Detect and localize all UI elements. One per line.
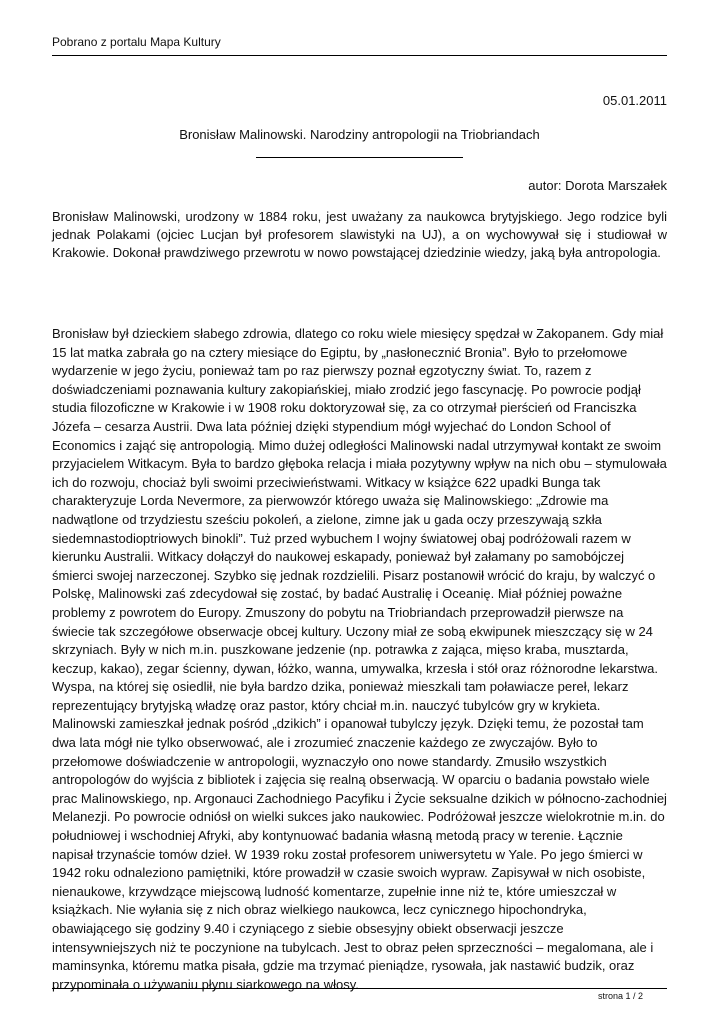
header-divider xyxy=(52,55,667,56)
article-author: autor: Dorota Marszałek xyxy=(528,178,667,193)
article-intro-paragraph: Bronisław Malinowski, urodzony w 1884 roku, jest uważany za naukowca brytyjskiego. Jego rodzice byli jednak Polakami (ojciec Lucjan był profesorem slawistyki na UJ), a on wychowywał się i studiował w Krakowie. Dokonał prawdziwego przewrotu w nowo powstającej dziedzinie wiedzy, jaką była antropologia. xyxy=(52,209,667,261)
article-body-paragraph: Bronisław był dzieckiem słabego zdrowia, dlatego co roku wiele miesięcy spędzał w Zakopanem. Gdy miał 15 lat matka zabrała go na cztery miesiące do Egiptu, by „nasłonecznić Bronia”. Było to przełomowe wydarzenie w jego życiu, ponieważ tam po raz pierwszy poznał egzotyczny świat. To, razem z doświadczeniami poznawania kultury zakopiańskiej, miało zrodzić jego fascynację. Po powrocie podjął studia filozoficzne w Krakowie i w 1908 roku doktoryzował się, za co otrzymał pierścień od Franciszka Józefa – cesarza Austrii. Dwa lata później dzięki stypendium mógł wyjechać do London School of Economics i zająć się antropologią. Mimo dużej odległości Malinowski nadal utrzymywał kontakt ze swoim przyjacielem Witkacym. Była to bardzo głęboka relacja i miała pozytywny wpływ na nich obu – stymulowała ich do rozwoju, chociaż byli swoimi przeciwieństwami. Witkacy w książce 622 upadki Bunga tak charakteryzuje Lorda Nevermore, za pierwowzór którego uważa się Malinowskiego: „Zdrowie ma nadwątlone od trzydziestu sześciu pokoleń, a zielone, zimne jak u gada oczy przeszywają szkła siedemnastodioptriowych binokli”. Tuż przed wybuchem I wojny światowej obaj podróżowali razem w kierunku Australii. Witkacy dołączył do naukowej eskapady, ponieważ był załamany po samobójczej śmierci swojej narzeczonej. Szybko się jednak rozdzielili. Pisarz postanowił wrócić do kraju, by walczyć o Polskę, Malinowski zaś zdecydował się zostać, by badać Australię i Oceanię. Miał później poważne problemy z powrotem do Europy. Zmuszony do pobytu na Triobriandach przeprowadził pierwsze na świecie tak szczegółowe obserwacje obcej kultury. Uczony miał ze sobą ekwipunek mieszczący się w 24 skrzyniach. Były w nich m.in. puszkowane jedzenie (np. potrawka z zająca, mięso kraba, musztarda, keczup, kakao), zegar ścienny, dywan, łóżko, wanna, umywalka, krzesła i stół oraz różnorodne lekarstwa. Wyspa, na której się osiedlił, nie była bardzo dzika, ponieważ mieszkali tam poławiacze pereł, lekarz reprezentujący brytyjską władzę oraz pastor, który chciał m.in. nauczyć tubylców gry w krykieta. Malinowski zamieszkał jednak pośród „dzikich” i opanował tubylczy język. Dzięki temu, że pozostał tam dwa lata mógł nie tylko obserwować, ale i zrozumieć znaczenie każdego ze zwyczajów. Było to przełomowe doświadczenie w antropologii, wyznaczyło ono nowe standardy. Zmusiło wszystkich antropologów do wyjścia z bibliotek i zajęcia się realną obserwacją. W oparciu o badania powstało wiele prac Malinowskiego, np. Argonauci Zachodniego Pacyfiku i Życie seksualne dzikich w północno-zachodniej Melanezji. Po powrocie odniósł on wielki sukces jako naukowiec. Podróżował jeszcze wielokrotnie m.in. do południowej i wschodniej Afryki, aby kontynuować badania własną metodą pracy w terenie. Łącznie napisał trzynaście tomów dzieł. W 1939 roku został profesorem uniwersytetu w Yale. Po jego śmierci w 1942 roku odnaleziono pamiętniki, które prowadził w czasie swoich wypraw. Zapisywał w nich osobiste, nienaukowe, krzywdzące miejscową ludność komentarze, zupełnie inne niż te, które umieszczał w książkach. Nie wyłania się z nich obraz wielkiego naukowca, lecz cynicznego hipochondryka, obawiającego się godziny 9.40 i czyniącego z siebie obsesyjny obiekt obserwacji jeszcze intensywniejszych niż te poczynione na tubylcach. Jest to obraz pełen sprzeczności – megalomana, ale i maminsynka, któremu matka pisała, gdzie ma trzymać pieniądze, rysowała, jak nastawić budzik, oraz przypominała o używaniu płynu siarkowego na włosy. xyxy=(52,326,667,992)
page-header-source: Pobrano z portalu Mapa Kultury xyxy=(52,35,221,49)
page-number: strona 1 / 2 xyxy=(597,991,643,1001)
article-title: Bronisław Malinowski. Narodziny antropologii na Triobriandach xyxy=(179,127,540,142)
title-underline xyxy=(256,157,463,158)
article-date: 05.01.2011 xyxy=(602,93,667,108)
footer-divider xyxy=(52,988,667,989)
